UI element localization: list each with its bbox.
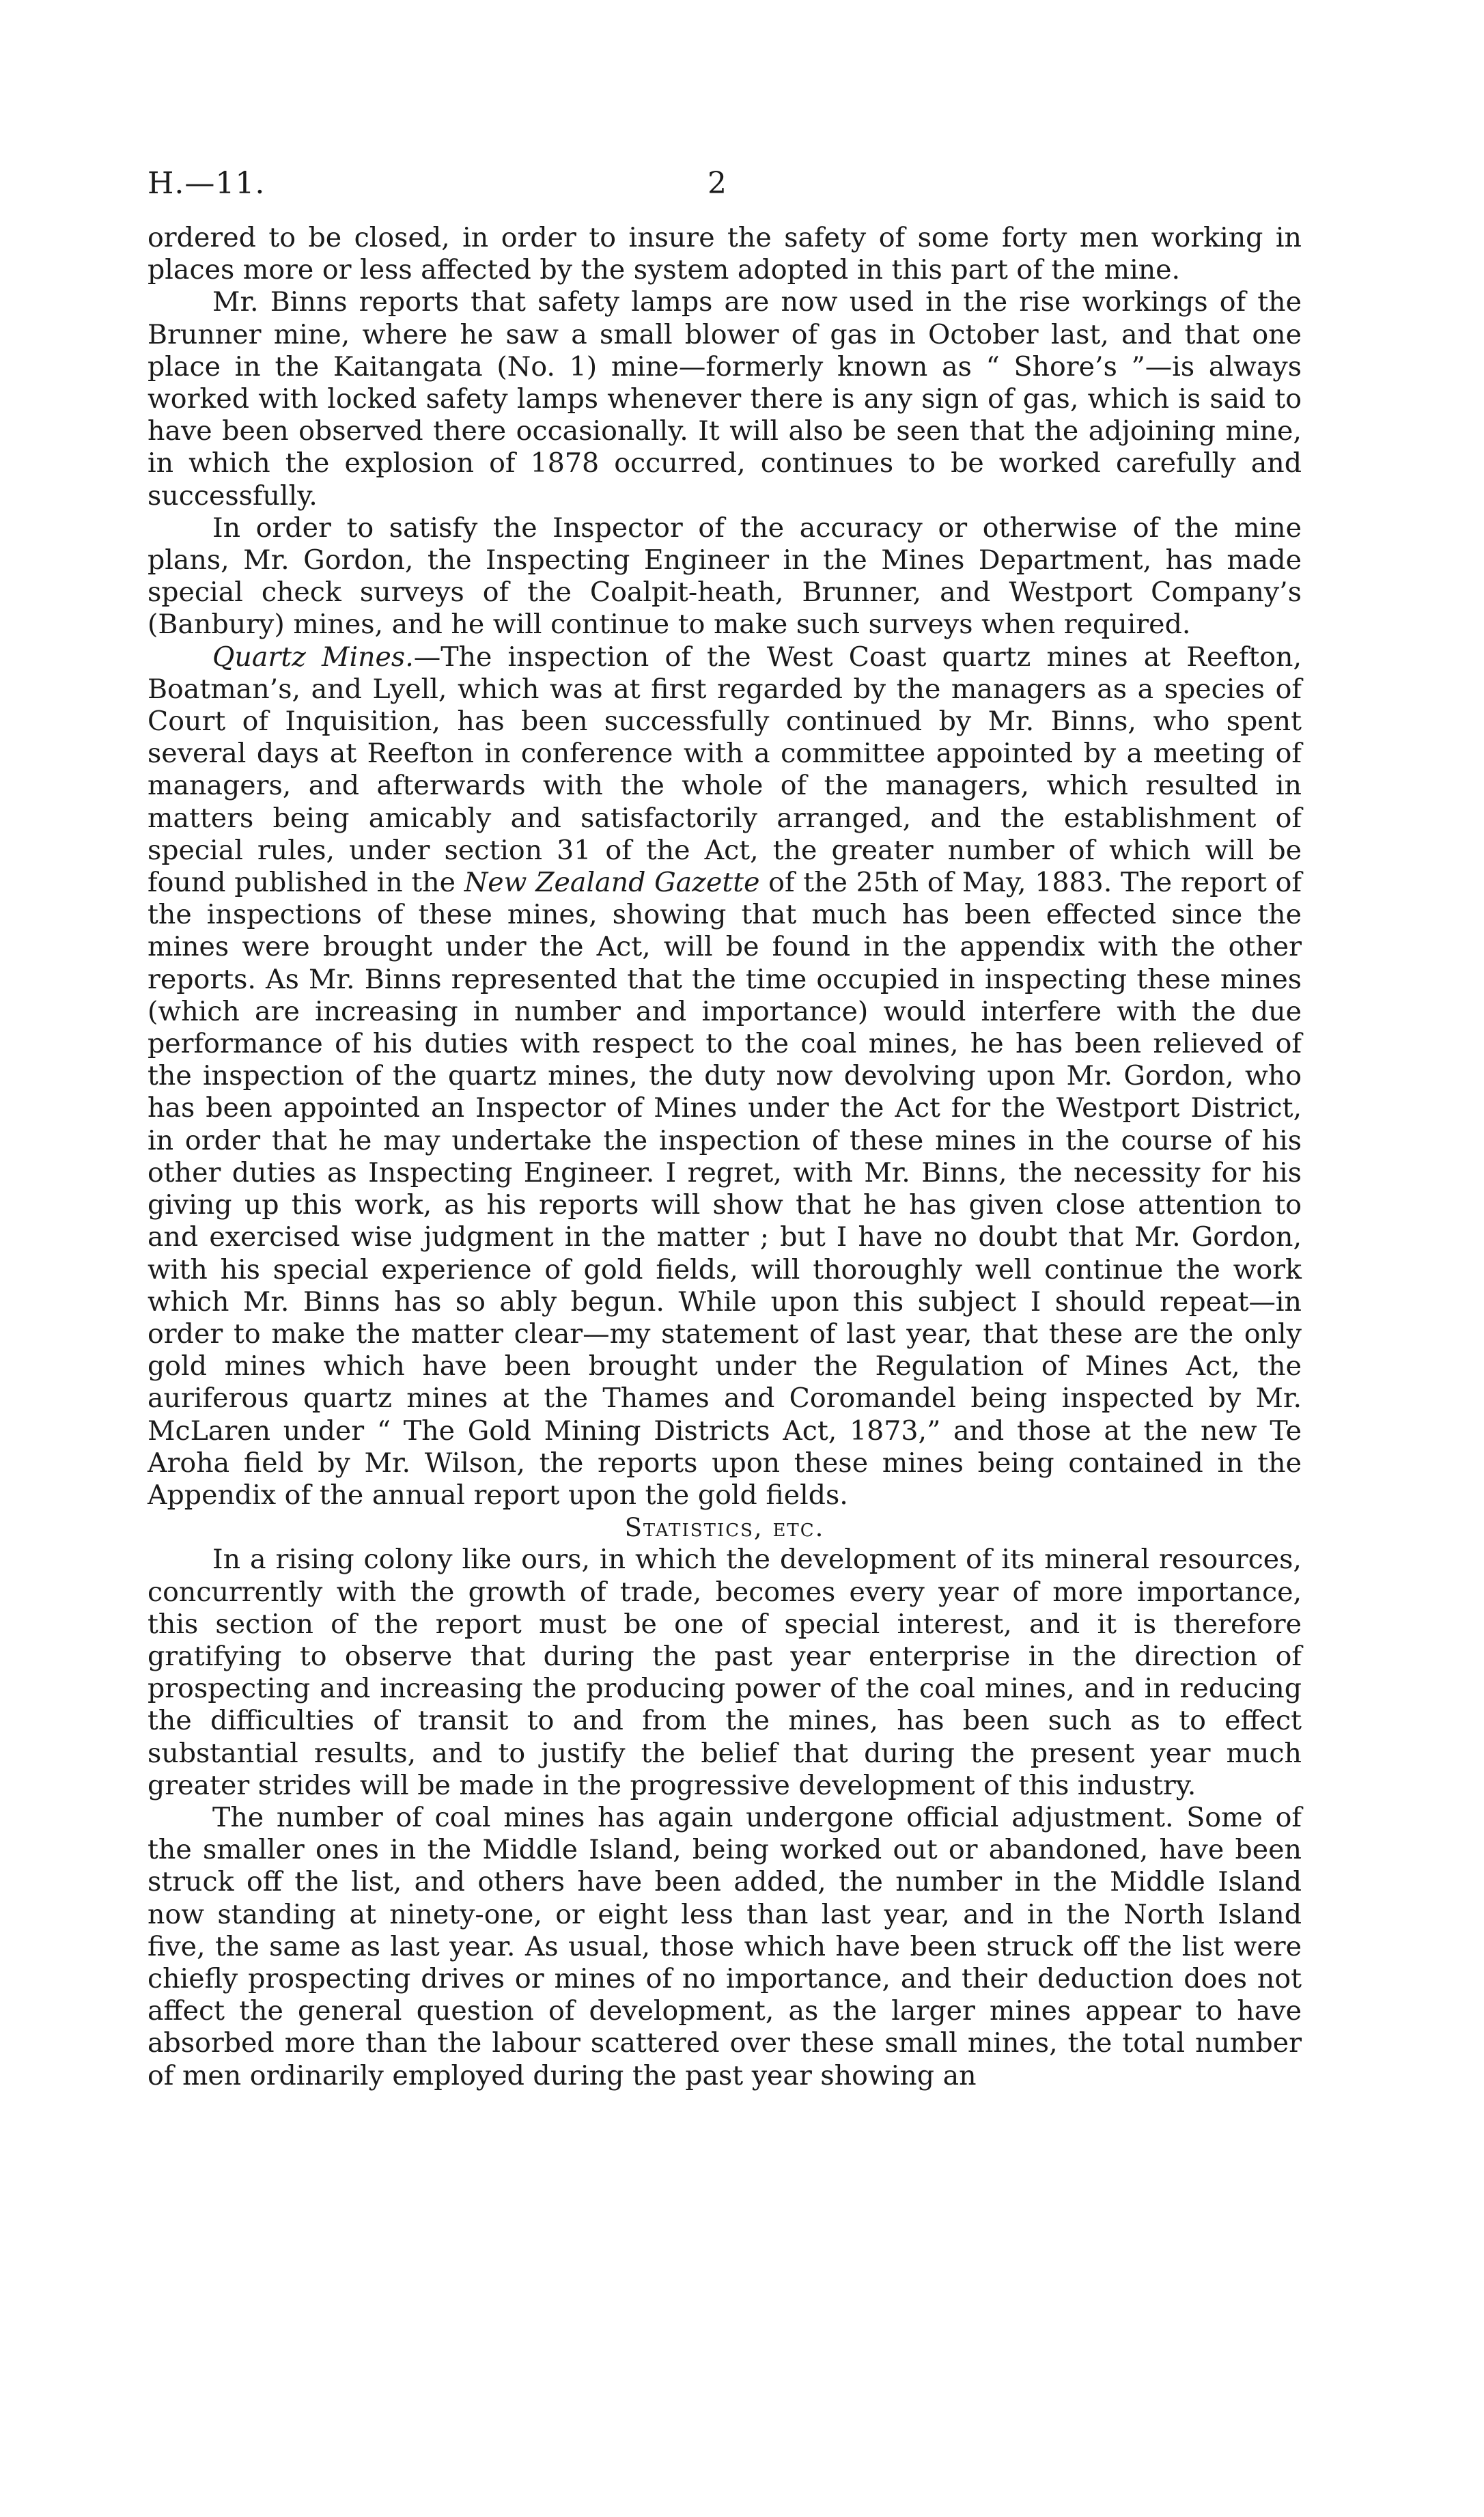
paragraph-mine-plans: In order to satisfy the Inspector of the accuracy or otherwise of the mine plans, Mr. Gordon, the Inspecting Engineer in the Mines Department, has made special check surveys of the Coalpit-heath, Brunner, and Westport Company’s (Banbury) mines, and he will continue to make such surveys when required. (148, 512, 1302, 641)
page-number: 2 (708, 166, 727, 201)
document-reference: H.—11. (148, 166, 266, 201)
page-header (148, 167, 1302, 215)
quartz-mines-text-b: of the 25th of May, 1883. The report of the inspections of these mines, showing that much has been effected since the mines were brought under the Act, will be found in the appendix with the other reports. As Mr. Binns represented that the time occupied in inspecting these mines (which are increasing in number and importance) would interfere with the due performance of his duties with respect to the coal mines, he has been relieved of the inspection of the quartz mines, the duty now devolving upon Mr. Gordon, who has been appointed an Inspector of Mines under the Act for the Westport District, in order that he may undertake the inspection of these mines in the course of his other duties as Inspecting Engineer. I regret, with Mr. Binns, the necessity for his giving up this work, as his reports will show that he has given close attention to and exercised wise judgment in the matter ; but I have no doubt that Mr. Gordon, with his special experience of gold fields, will thoroughly well continue the work which Mr. Binns has so ably begun. While upon this subject I should repeat—in order to make the matter clear—my statement of last year, that these are the only gold mines which have been brought under the Regulation of Mines Act, the auriferous quartz mines at the Thames and Coromandel being inspected by Mr. McLaren under “ The Gold Mining Districts Act, 1873,” and those at the new Te Aroha field by Mr. Wilson, the reports upon these mines being contained in the Appendix of the annual report upon the gold fields. (148, 867, 1302, 1511)
paragraph-coal-mine-count: The number of coal mines has again undergone official adjustment. Some of the smaller ones in the Middle Island, being worked out or abandoned, have been struck off the list, and others have been added, the number in the Middle Island now standing at ninety-one, or eight less than last year, and in the North Island five, the same as last year. As usual, those which have been struck off the list were chiefly prospecting drives or mines of no importance, and their deduction does not affect the general question of development, as the larger mines appear to have absorbed more than the labour scattered over these small mines, the total number of men ordinarily employed during the past year showing an (148, 1801, 1302, 2091)
paragraph-continuation: ordered to be closed, in order to insure the safety of some forty men working in places more or less affected by the system adopted in this part of the mine. (148, 222, 1302, 286)
gazette-title: New Zealand Gazette (464, 867, 760, 899)
paragraph-statistics-intro: In a rising colony like ours, in which the development of its mineral resources, concurrently with the growth of trade, becomes every year of more importance, this section of the report must be one of special interest, and it is therefore gratifying to observe that during the past year enterprise in the direction of prospecting and increasing the producing power of the coal mines, and in reducing the difficulties of transit to and from the mines, has been such as to effect substantial results, and to justify the belief that during the present year much greater strides will be made in the progressive development of this industry. (148, 1544, 1302, 1801)
section-heading-statistics: Statistics, etc. (624, 1513, 825, 1543)
quartz-mines-label: Quartz Mines. (212, 641, 414, 673)
paragraph-quartz-mines (148, 641, 1302, 1512)
quartz-mines-text-a: —The inspection of the West Coast quartz mines at Reefton, Boatman’s, and Lyell, which was at first regarded by the managers as a species of Court of Inquisition, has been successfully continued by Mr. Binns, who spent several days at Reefton in conference with a committee appointed by a meeting of managers, and afterwards with the whole of the managers, which resulted in matters being amicably and satisfactorily arranged, and the establishment of special rules, under section 31 of the Act, the greater number of which will be found published in the (148, 641, 1302, 899)
body-text (148, 222, 1302, 2092)
document-page (148, 167, 1302, 2483)
paragraph-safety-lamps: Mr. Binns reports that safety lamps are now used in the rise workings of the Brunner mine, where he saw a small blower of gas in October last, and that one place in the Kaitangata (No. 1) mine—formerly known as “ Shore’s ”—is always worked with locked safety lamps whenever there is any sign of gas, which is said to have been observed there occasionally. It will also be seen that the adjoining mine, in which the explosion of 1878 occurred, continues to be worked carefully and successfully. (148, 286, 1302, 512)
